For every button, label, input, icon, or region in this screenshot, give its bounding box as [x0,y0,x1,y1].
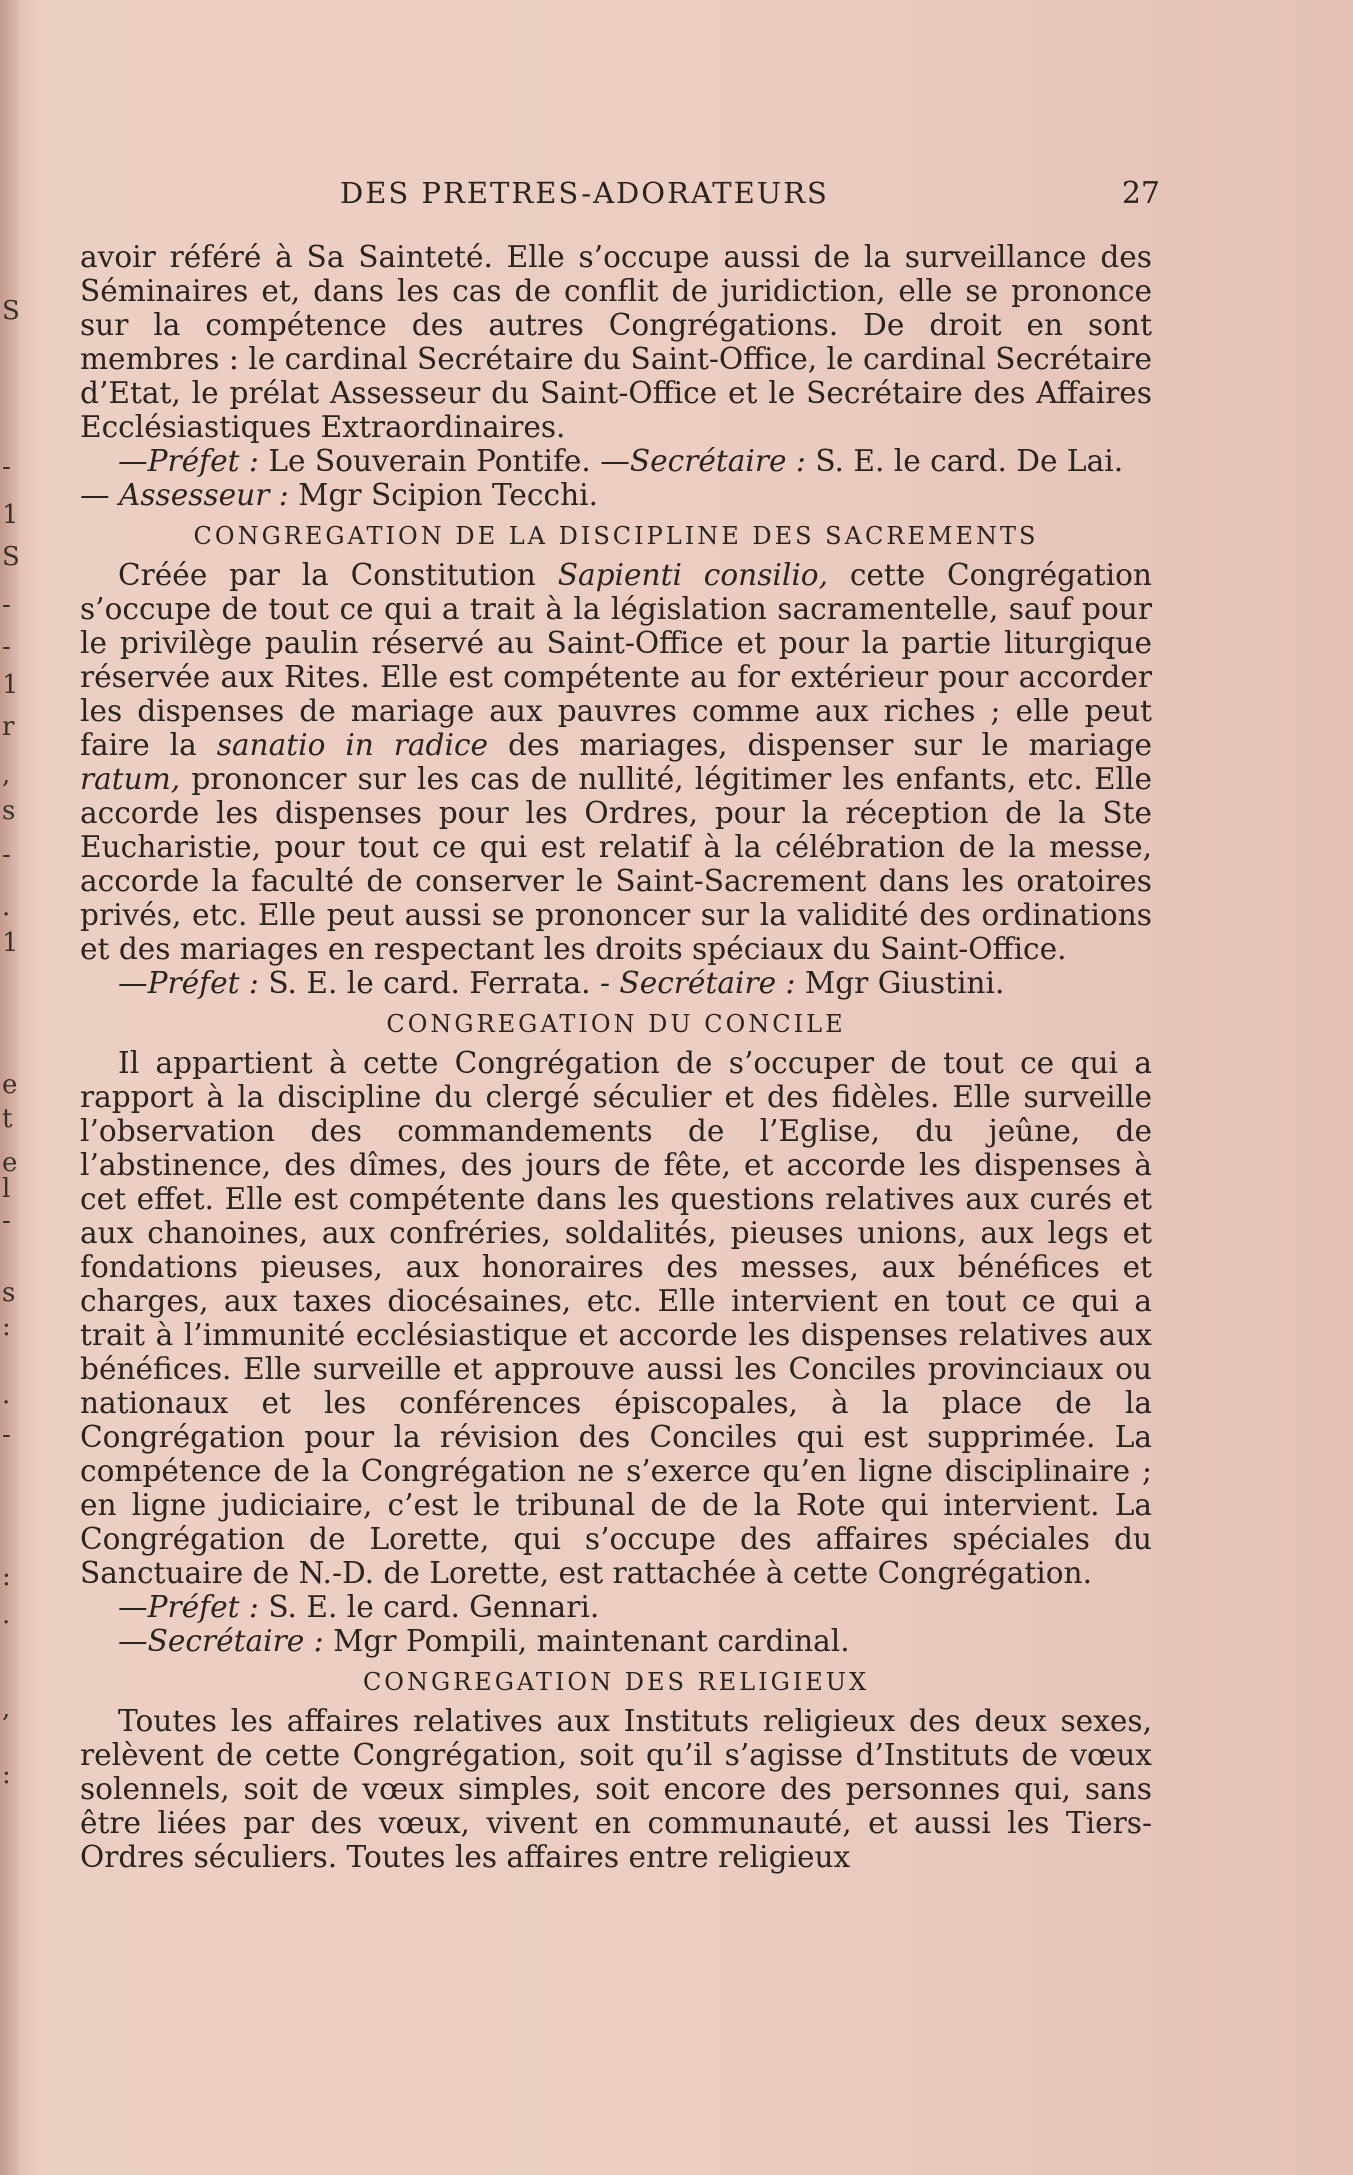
secretaire-label: —Secrétaire : [600,444,806,478]
assesseur-value: Mgr Scipion Tecchi. [298,478,598,512]
intro-paragraph: avoir référé à Sa Sainteté. Elle s’occupe aussi de la surveillance des Séminaires et, dans les cas de conflit de juridiction, elle se prononce sur la compétence des autres Congrégations. De droit en sont membres : le cardinal Secrétaire du Saint-Office, le cardinal Secrétaire d’Etat, le prélat Assesseur du Saint-Office et le Secrétaire des Affaires Ecclésiastiques Extraordinaires. [80,240,1152,444]
assesseur-label: — Assesseur : [80,478,289,512]
margin-mark: , [2,1694,11,1724]
margin-mark: - [2,632,11,662]
text-run: Créée par la Constitution [118,558,558,592]
margin-mark: - [2,452,11,482]
margin-mark: . [2,892,11,922]
facing-page-margin [0,0,20,2175]
margin-mark: S [2,542,20,572]
secretaire-label: - Secrétaire : [600,966,796,1000]
intro-officials [80,444,1152,512]
prefet-value: Le Souverain Pontife. [268,444,591,478]
section-heading: CONGREGATION DE LA DISCIPLINE DES SACREMENTS [193,522,1039,550]
body-text [80,240,1152,1874]
prefet-label: —Préfet : [118,966,259,1000]
section-officials [80,1624,1152,1658]
margin-mark: 1 [2,928,19,958]
section-heading: CONGREGATION DU CONCILE [386,1010,846,1038]
prefet-label: —Préfet : [118,444,259,478]
margin-mark: - [2,1206,11,1236]
section-paragraph: Toutes les affaires relatives aux Instituts religieux des deux sexes, relèvent de cette Congrégation, soit qu’il s’agisse d’Instituts de vœux solennels, soit de vœux simples, soit encore des personnes qui, sans être liées par des vœux, vivent en communauté, et aussi les Tiers-Ordres séculiers. Toutes les affaires entre religieux [80,1704,1152,1874]
margin-mark: - [2,590,11,620]
section-paragraph: Il appartient à cette Congrégation de s’occuper de tout ce qui a rapport à la discipline du clergé séculier et des fidèles. Elle surveille l’observation des commandements de l’Eglise, du jeûne, de l’abstinence, des dîmes, des jours de fête, et accorde les dispenses à cet effet. Elle est compétente dans les questions relatives aux curés et aux chanoines, aux confréries, soldalités, pieuses unions, aux legs et fondations pieuses, aux honoraires des messes, aux bénéfices et charges, aux taxes diocésaines, etc. Elle intervient en tout ce qui a trait à l’immunité ecclésiastique et accorde les dispenses relatives aux bénéfices. Elle surveille et approuve aussi les Conciles provinciaux ou nationaux et les conférences épiscopales, à la place de la Congrégation pour la révision des Conciles qui est supprimée. La compétence de la Congrégation ne s’exerce qu’en ligne disciplinaire ; en ligne judiciaire, c’est le tribunal de de la Rote qui intervient. La Congrégation de Lorette, qui s’occupe des affaires spéciales du Sanctuaire de N.-D. de Lorette, est rattachée à cette Congrégation. [80,1046,1152,1590]
section-officials [80,966,1152,1000]
prefet-value: S. E. le card. Gennari. [268,1590,600,1624]
section-heading: CONGREGATION DES RELIGIEUX [362,1668,870,1696]
text-run: des mariages, dispenser sur le mariage [488,728,1152,762]
margin-mark: : [2,1312,11,1342]
margin-mark: t [2,1104,13,1134]
margin-mark: s [2,796,16,826]
text-run: prononcer sur les cas de nullité, légitimer les enfants, etc. Elle accorde les dispenses pour les Ordres, pour la réception de la Ste Eucharistie, pour tout ce qui est relatif à la célébration de la messe, accorde la faculté de conserver le Saint-Sacrement dans les oratoires privés, etc. Elle peut aussi se prononcer sur la validité des ordinations et des mariages en respectant les droits spéciaux du Saint-Office. [80,762,1152,966]
margin-mark: . [2,1600,11,1630]
margin-mark: : [2,1760,11,1790]
page-number: 27 [1121,176,1160,211]
italic-run: Sapienti consilio, [557,558,829,592]
margin-mark: l [2,1174,11,1204]
margin-mark: s [2,1278,16,1308]
italic-run: ratum, [80,762,181,796]
margin-mark: e [2,1148,18,1178]
margin-mark: 1 [2,670,19,700]
margin-mark: e [2,1070,18,1100]
running-title: DES PRETRES-ADORATEURS [340,176,829,210]
secretaire-value: Mgr Giustini. [804,966,1005,1000]
margin-mark: , [2,760,11,790]
section-paragraph [80,558,1152,966]
secretaire-value: Mgr Pompili, maintenant cardinal. [333,1624,850,1658]
margin-mark: 1 [2,500,19,530]
prefet-value: S. E. le card. Ferrata. [268,966,591,1000]
secretaire-value: S. E. le card. De Lai. [815,444,1124,478]
margin-mark: - [2,1420,11,1450]
secretaire-label: —Secrétaire : [118,1624,324,1658]
margin-mark: . [2,1380,11,1410]
prefet-label: —Préfet : [118,1590,259,1624]
margin-mark: r [2,712,15,742]
margin-mark: - [2,840,11,870]
running-header [80,176,1160,216]
margin-mark: S [2,296,20,326]
margin-mark: : [2,1562,11,1592]
text-run: cette Congrégation s’occupe de tout ce qui a trait à la législation sacramentelle, sauf pour le privilège paulin réservé au Saint-Office et pour la partie liturgique réservée aux Rites. Elle est compétente au for extérieur pour accorder les dispenses de mariage aux pauvres comme aux riches ; elle peut faire la [80,558,1152,762]
italic-run: sanatio in radice [216,728,489,762]
section-officials [80,1590,1152,1624]
